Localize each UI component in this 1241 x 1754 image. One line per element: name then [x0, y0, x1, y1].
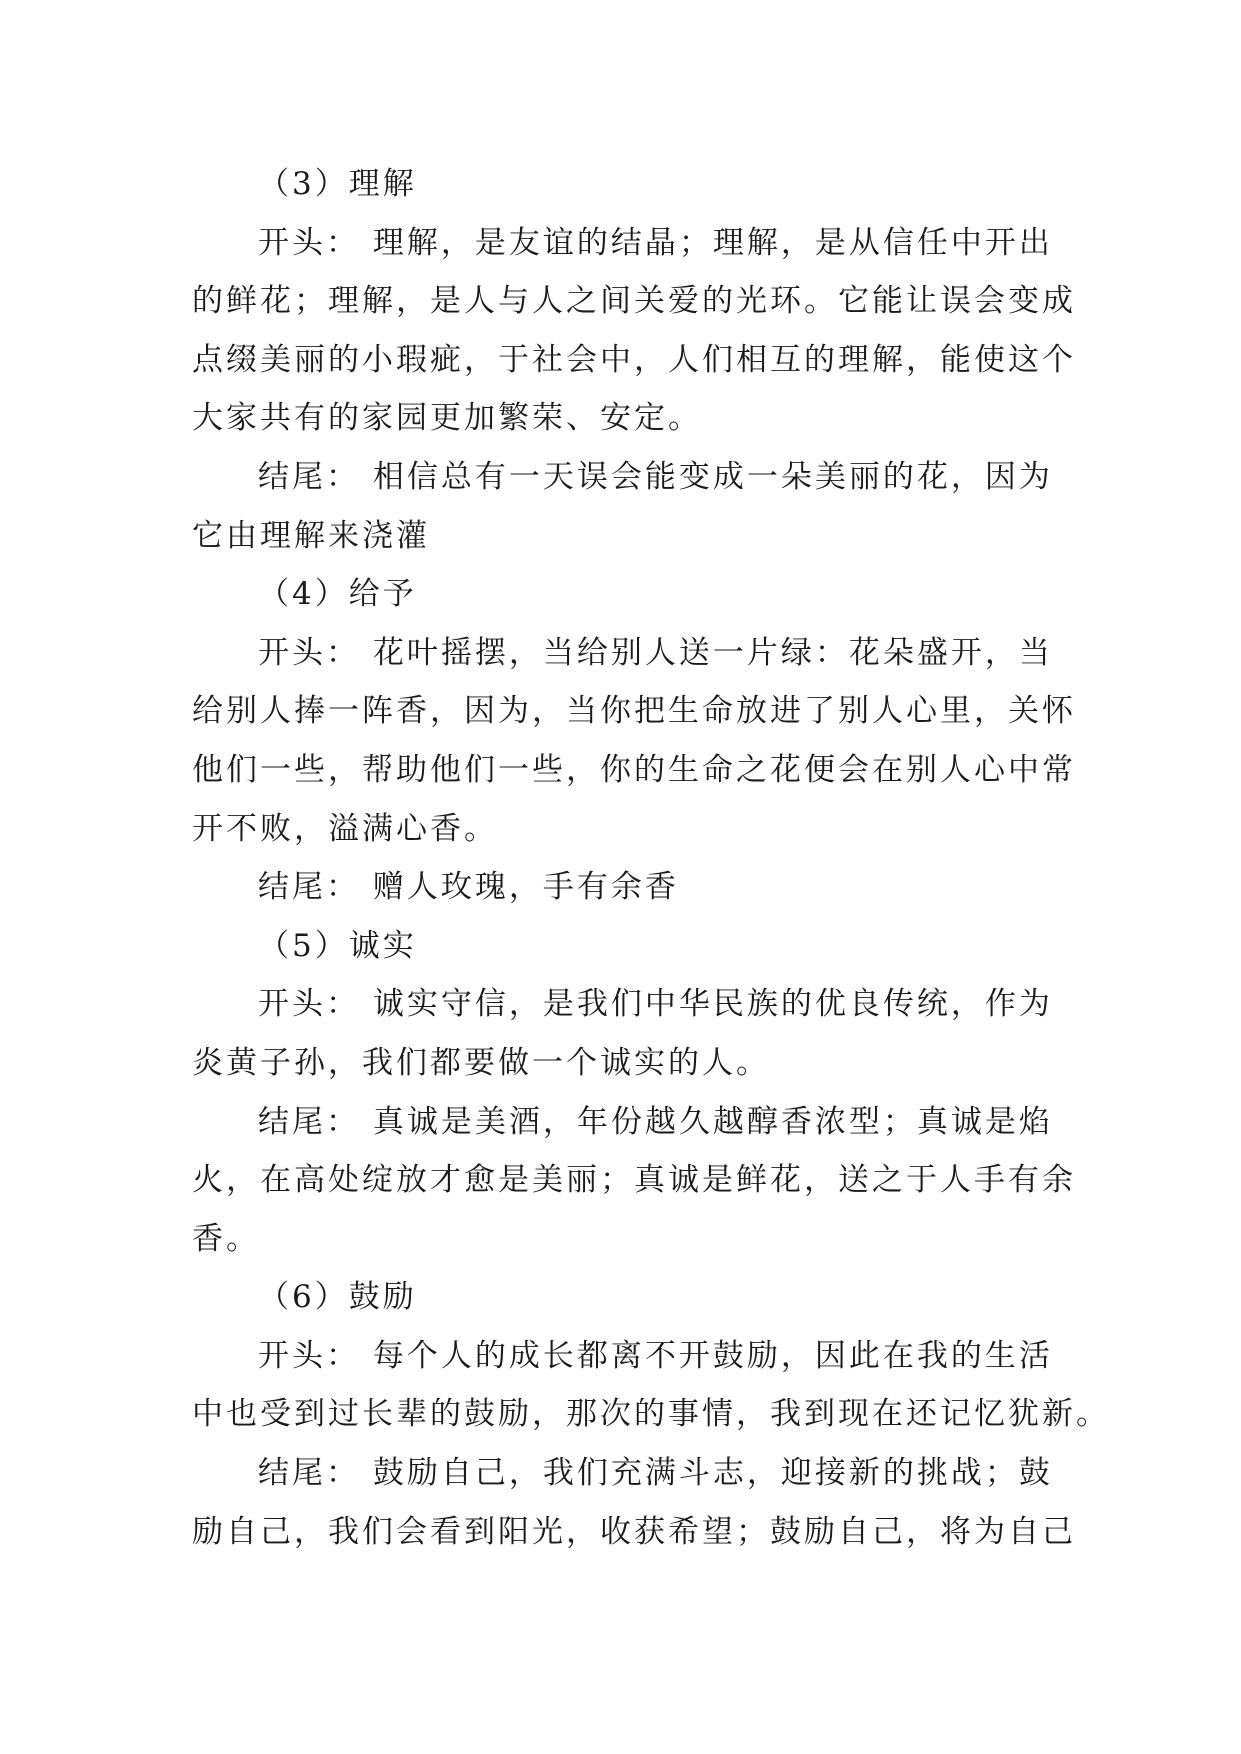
- ending-line: 香。: [192, 1220, 260, 1257]
- opening-line: 他们一些，帮助他们一些，你的生命之花便会在别人心中常: [192, 751, 1076, 788]
- opening-line: 开头： 理解，是友谊的结晶；理解，是从信任中开出: [258, 224, 1053, 261]
- section-heading: （4）给予: [258, 576, 417, 613]
- opening-line: 给别人捧一阵香，因为，当你把生命放进了别人心里，关怀: [192, 693, 1076, 730]
- opening-line: 中也受到过长辈的鼓励，那次的事情，我到现在还记忆犹新。: [192, 1396, 1110, 1433]
- opening-line: 点缀美丽的小瑕疵，于社会中，人们相互的理解，能使这个: [192, 341, 1076, 378]
- ending-line: 结尾： 赠人玫瑰，手有余香: [258, 869, 679, 906]
- ending-line: 它由理解来浇灌: [192, 517, 430, 554]
- ending-line: 结尾： 相信总有一天误会能变成一朵美丽的花，因为: [258, 458, 1053, 495]
- opening-line: 开头： 每个人的成长都离不开鼓励，因此在我的生活: [258, 1337, 1053, 1374]
- ending-line: 火，在高处绽放才愈是美丽；真诚是鲜花，送之于人手有余: [192, 1162, 1076, 1199]
- opening-line: 开不败，溢满心香。: [192, 810, 498, 847]
- opening-line: 开头： 诚实守信，是我们中华民族的优良传统，作为: [258, 986, 1053, 1023]
- section-heading: （6）鼓励: [258, 1279, 417, 1316]
- document-body: [192, 155, 1110, 1561]
- opening-line: 大家共有的家园更加繁荣、安定。: [192, 400, 702, 437]
- ending-line: 结尾： 鼓励自己，我们充满斗志，迎接新的挑战；鼓: [258, 1455, 1053, 1492]
- section-heading: （3）理解: [258, 166, 417, 202]
- ending-line: 励自己，我们会看到阳光，收获希望；鼓励自己，将为自己: [192, 1513, 1076, 1550]
- opening-line: 开头： 花叶摇摆，当给别人送一片绿：花朵盛开，当: [258, 634, 1053, 671]
- section-heading: （5）诚实: [258, 927, 417, 964]
- ending-line: 结尾： 真诚是美酒，年份越久越醇香浓型；真诚是焰: [258, 1103, 1053, 1140]
- opening-line: 炎黄子孙，我们都要做一个诚实的人。: [192, 1044, 770, 1081]
- opening-line: 的鲜花；理解，是人与人之间关爱的光环。它能让误会变成: [192, 283, 1076, 320]
